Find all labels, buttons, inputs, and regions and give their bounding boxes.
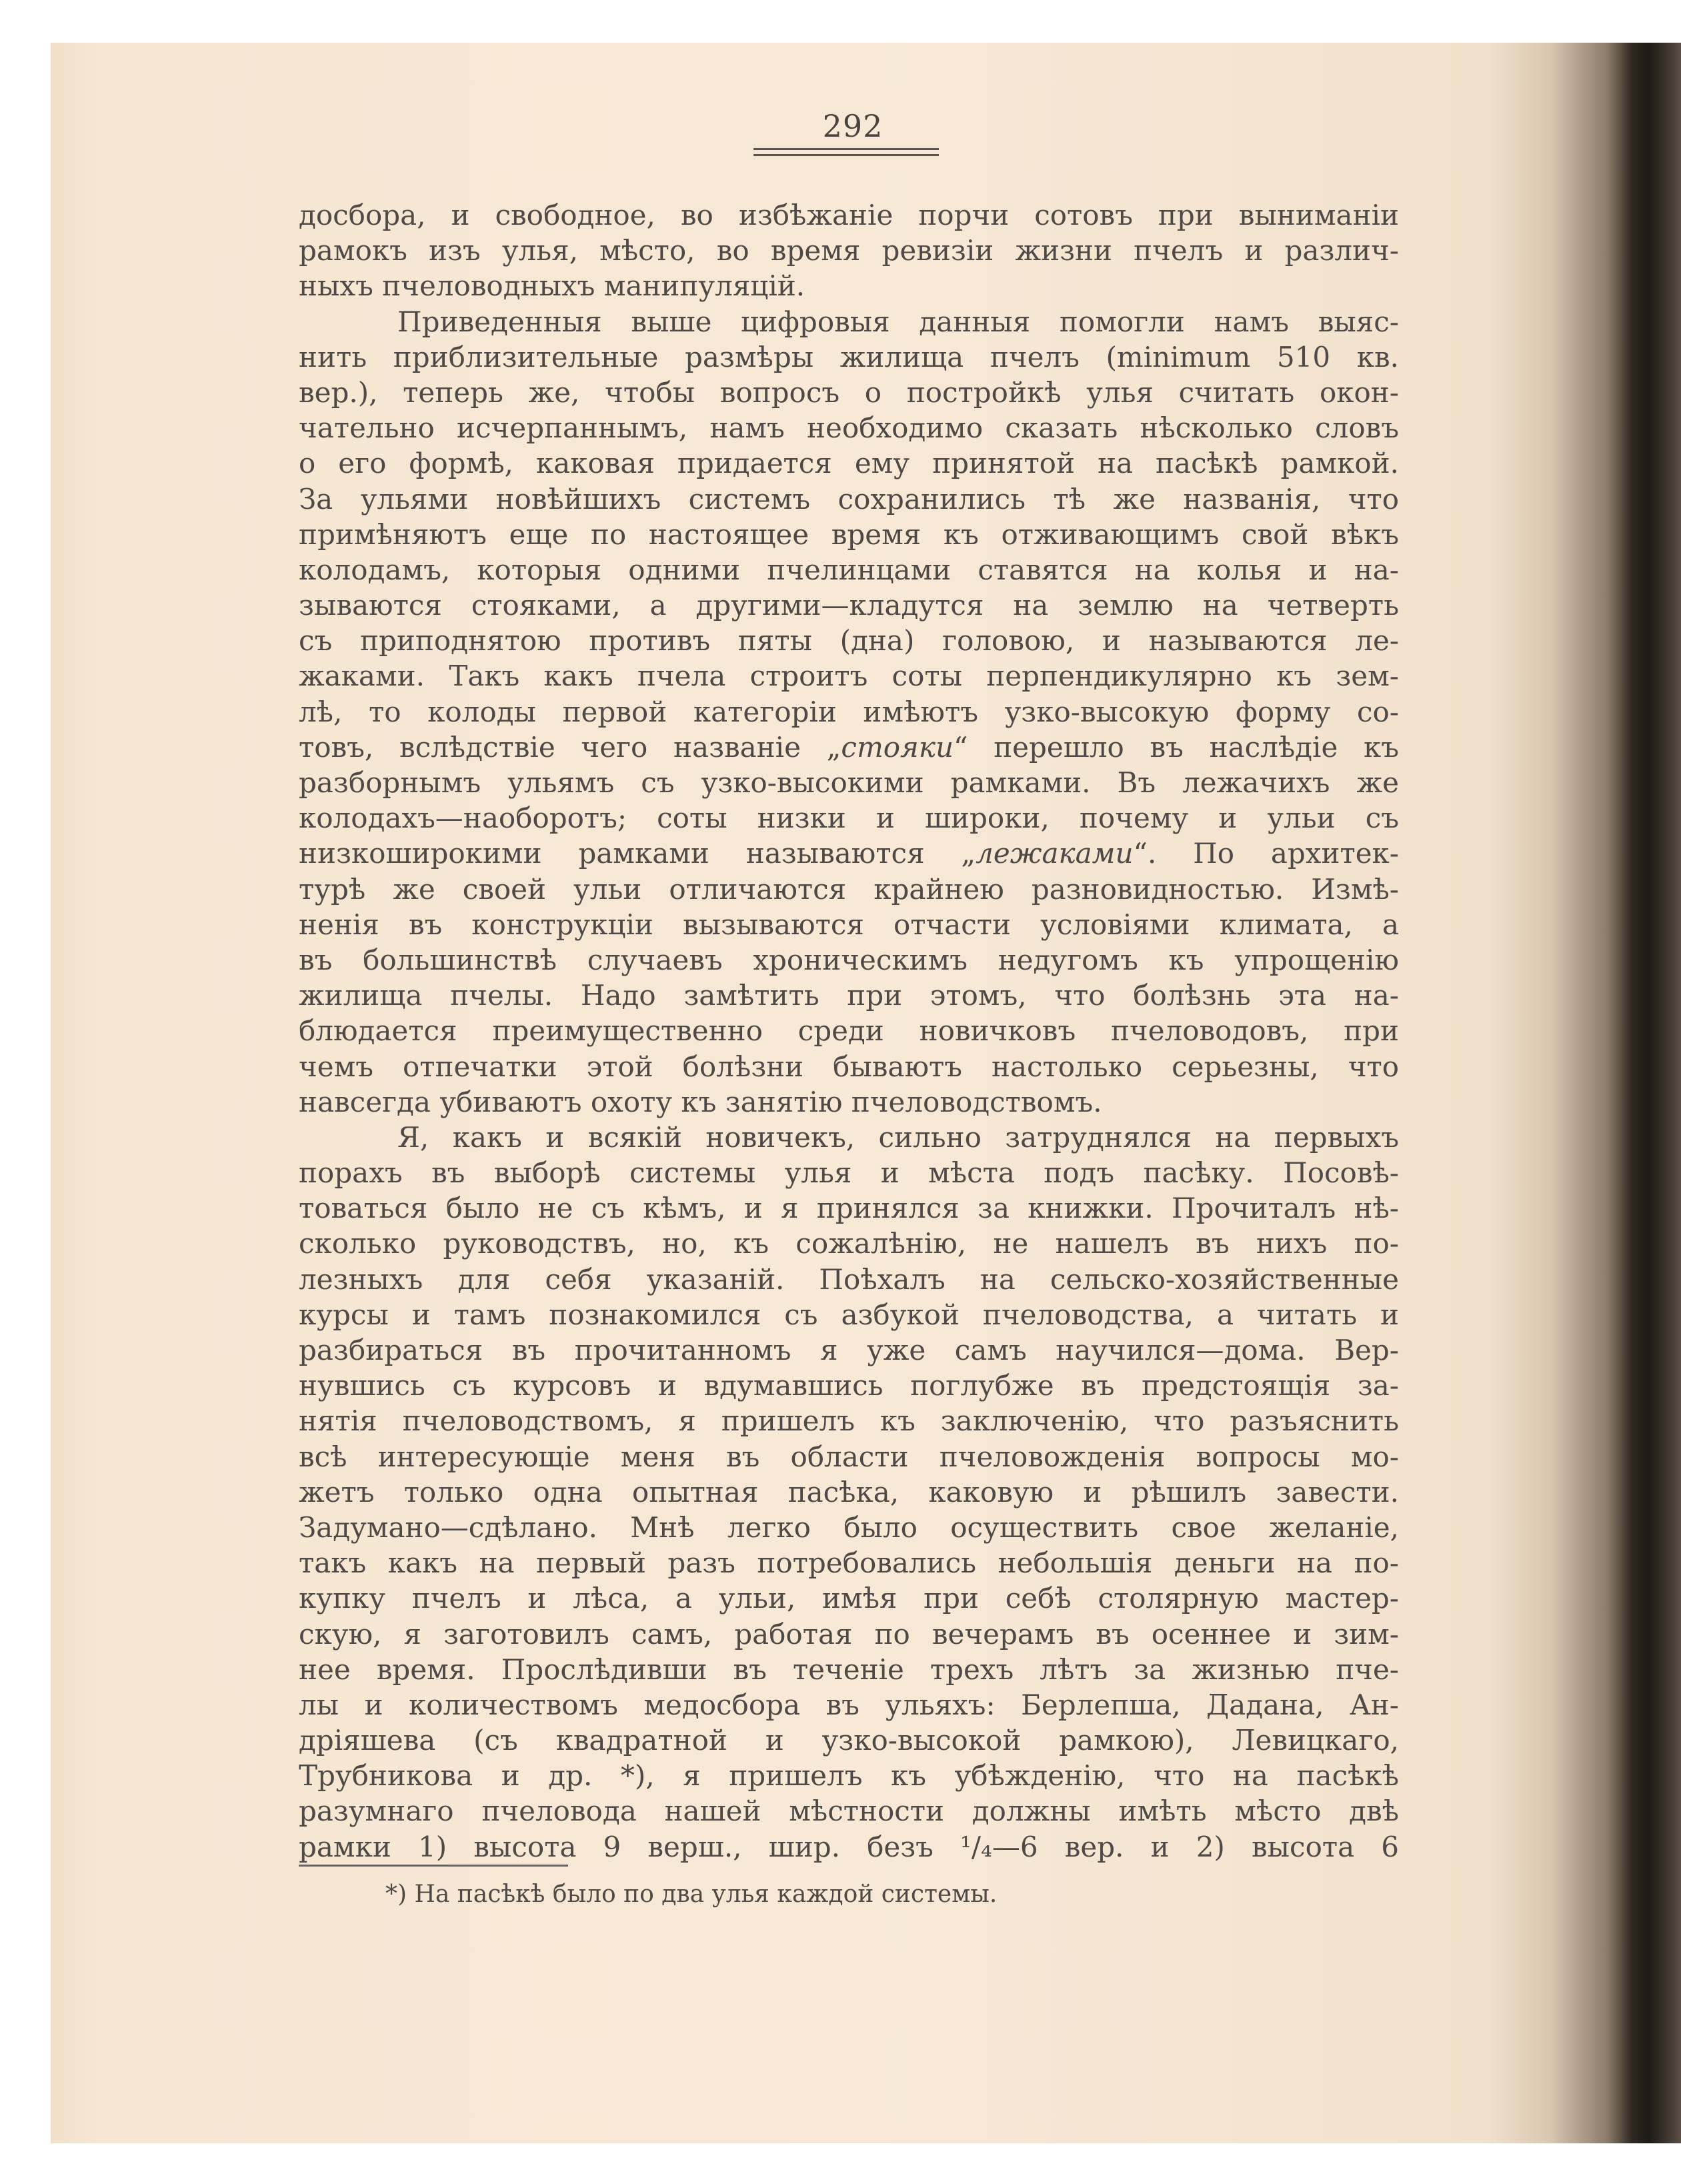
page-number-double-rule [753, 148, 939, 156]
text-line: нувшись съ курсовъ и вдумавшись поглубже въ предстоящія за- [299, 1369, 1399, 1402]
text-line: турѣ же своей ульи отличаются крайнею разновидностью. Измѣ- [299, 872, 1399, 906]
footnote: *) На пасѣкѣ было по два улья каждой системы. [385, 1881, 998, 1908]
text-line [299, 836, 1399, 871]
text-line: въ большинствѣ случаевъ хроническимъ недугомъ къ упрощенію [299, 943, 1399, 976]
text-line: чемъ отпечатки этой болѣзни бываютъ настолько серьезны, что [299, 1050, 1399, 1083]
text-line: Трубникова и др. *), я пришелъ къ убѣжденію, что на пасѣкѣ [299, 1759, 1399, 1793]
text-line: о его формѣ, каковая придается ему принятой на пасѣкѣ рамкой. [299, 447, 1399, 480]
text-line: чательно исчерпаннымъ, намъ необходимо сказать нѣсколько словъ [299, 411, 1399, 445]
text-line: примѣняютъ еще по настоящее время къ отживающимъ свой вѣкъ [299, 517, 1399, 551]
page-number: 292 [822, 108, 884, 144]
text-line: съ приподнятою противъ пяты (дна) головою, и называются ле- [299, 624, 1399, 658]
text-line: скую, я заготовилъ самъ, работая по вечерамъ въ осеннее и зим- [299, 1617, 1399, 1651]
italic-term: стояки [841, 730, 954, 764]
text-line: купку пчелъ и лѣса, а ульи, имѣя при себѣ столярную мастер- [299, 1582, 1399, 1615]
text-line: порахъ въ выборѣ системы улья и мѣста подъ пасѣку. Посовѣ- [299, 1156, 1399, 1190]
text-line: разумнаго пчеловода нашей мѣстности должны имѣть мѣсто двѣ [299, 1795, 1399, 1828]
text-line: разборнымъ ульямъ съ узко-высокими рамками. Въ лежачихъ же [299, 766, 1399, 799]
text-line: рамки 1) высота 9 верш., шир. безъ ¹/₄—6 вер. и 2) высота 6 [299, 1830, 1399, 1863]
text-line [299, 730, 1399, 765]
text-line: лѣ, то колоды первой категоріи имѣютъ узко-высокую форму со- [299, 695, 1399, 728]
text-line: лы и количествомъ медосбора въ ульяхъ: Берлепша, Дадана, Ан- [299, 1688, 1399, 1721]
text-line: ненія въ конструкціи вызываются отчасти условіями климата, а [299, 908, 1399, 941]
text-line: всѣ интересующіе меня въ области пчеловожденія вопросы мо- [299, 1440, 1399, 1473]
text-line: курсы и тамъ познакомился съ азбукой пчеловодства, а читать и [299, 1298, 1399, 1331]
text-line: лезныхъ для себя указаній. Поѣхалъ на сельско-хозяйственные [299, 1262, 1399, 1296]
text-line: колодахъ—наоборотъ; соты низки и широки, почему и ульи съ [299, 802, 1399, 835]
text-line: вер.), теперь же, чтобы вопросъ о постройкѣ улья считать окон- [299, 375, 1399, 409]
text-line: Приведенныя выше цифровыя данныя помогли намъ выяс- [397, 305, 1399, 338]
text-line: сколько руководствъ, но, къ сожалѣнію, не нашелъ въ нихъ по- [299, 1227, 1399, 1260]
text-line: нее время. Прослѣдивши въ теченіе трехъ лѣтъ за жизнью пче- [299, 1653, 1399, 1686]
text-line: жетъ только одна опытная пасѣка, каковую и рѣшилъ завести. [299, 1475, 1399, 1508]
text-line: нятія пчеловодствомъ, я пришелъ къ заключенію, что разъяснить [299, 1404, 1399, 1438]
text-run: “. По архитек- [1133, 837, 1399, 870]
body-text [299, 197, 1399, 1865]
text-line: зываются стояками, а другими—кладутся на землю на четверть [299, 589, 1399, 622]
footnote-rule [299, 1865, 568, 1867]
italic-term: лежаками [976, 837, 1134, 870]
text-line: навсегда убиваютъ охоту къ занятію пчеловодствомъ. [299, 1085, 1102, 1118]
text-line: товаться было не съ кѣмъ, и я принялся за книжки. Прочиталъ нѣ- [299, 1192, 1399, 1225]
text-run: товъ, вслѣдствіе чего названіе „ [299, 730, 842, 764]
text-line: разбираться въ прочитанномъ я уже самъ научился—дома. Вер- [299, 1334, 1399, 1366]
text-line: Я, какъ и всякій новичекъ, сильно затруднялся на первыхъ [397, 1120, 1399, 1154]
text-line: нить приблизительные размѣры жилища пчелъ (minimum 510 кв. [299, 340, 1399, 373]
text-line: За ульями новѣйшихъ системъ сохранились тѣ же названія, что [299, 482, 1399, 515]
text-line: жилища пчелы. Надо замѣтить при этомъ, что болѣзнь эта на- [299, 979, 1399, 1012]
text-run: “ перешло въ наслѣдіе къ [954, 730, 1399, 764]
text-run: низкоширокими рамками называются „ [299, 837, 976, 870]
text-line: жаками. Такъ какъ пчела строитъ соты перпендикулярно къ зем- [299, 660, 1399, 693]
text-line: блюдается преимущественно среди новичковъ пчеловодовъ, при [299, 1014, 1399, 1048]
text-line: такъ какъ на первый разъ потребовались небольшія деньги на по- [299, 1546, 1399, 1580]
text-line: ныхъ пчеловодныхъ манипуляцій. [299, 269, 805, 303]
text-line: Задумано—сдѣлано. Мнѣ легко было осуществить свое желаніе, [299, 1510, 1399, 1544]
text-line: рамокъ изъ улья, мѣсто, во время ревизіи жизни пчелъ и различ- [299, 234, 1399, 267]
text-line: досбора, и свободное, во избѣжаніе порчи сотовъ при выниманіи [299, 199, 1399, 231]
text-line: дріяшева (съ квадратной и узко-высокой рамкою), Левицкаго, [299, 1724, 1399, 1757]
text-line: колодамъ, которыя одними пчелинцами ставятся на колья и на- [299, 553, 1399, 586]
